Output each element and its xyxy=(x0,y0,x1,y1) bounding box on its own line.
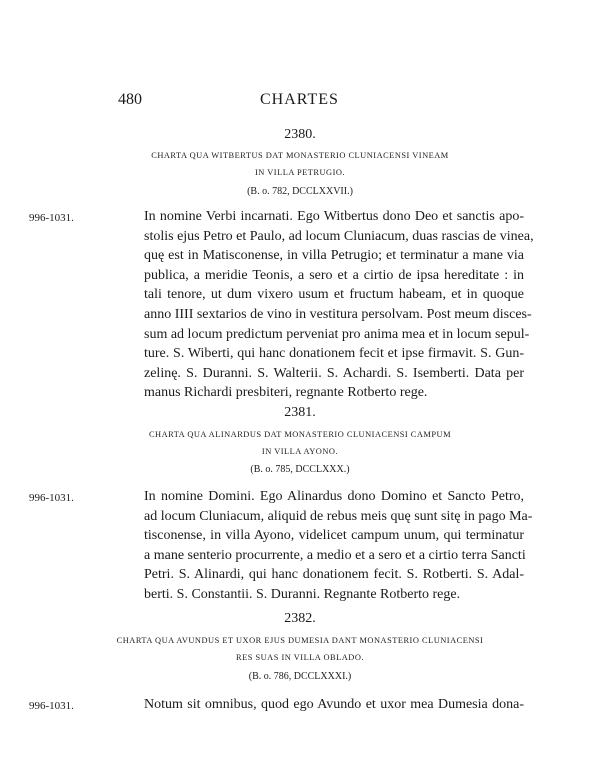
charter-number: 2380. xyxy=(284,127,316,142)
charter-title-line: CHARTA QUA WITBERTUS DAT MONASTERIO CLUNIACENSI VINEAM xyxy=(151,151,449,160)
text-line: ad locum Cluniacum, aliquid de rebus meis quę sunt sitę in pago Ma- xyxy=(144,508,533,524)
text-line: tisconense, in villa Ayono, videlicet campum unum, qui terminatur xyxy=(144,528,524,544)
text-line: a mane senterio procurrente, a medio et a sero et a cirtio terra Sancti xyxy=(144,547,526,563)
text-line: quę est in Matisconense, in villa Petrugio; et terminatur a mane via xyxy=(144,248,524,264)
charter-text xyxy=(144,487,533,605)
charter-text xyxy=(144,207,534,403)
charter-title-line: CHARTA QUA AVUNDUS ET UXOR EJUS DUMESIA DANT MONASTERIO CLUNIACENSI xyxy=(116,636,484,645)
running-head: CHARTES xyxy=(260,91,339,108)
text-line: manus Richardi presbiteri, regnante Rotberto rege. xyxy=(144,385,428,401)
text-line: ture. S. Wiberti, qui hanc donationem fecit et ipse firmavit. S. Gun- xyxy=(144,346,524,362)
charter-title xyxy=(0,147,600,181)
text-line: anno IIII sextarios de vino in vestitura persolvam. Post meum disces- xyxy=(144,306,532,322)
charter-reference: (B. o. 782, DCCLXXVII.) xyxy=(247,186,353,197)
charter-title xyxy=(0,426,600,460)
text-line: berti. S. Constantii. S. Duranni. Regnante Rotberto rege. xyxy=(144,586,461,602)
charter-title-line: RES SUAS IN VILLA OBLADO. xyxy=(236,653,364,662)
text-line: publica, a meridie Teonis, a sero et a cirtio de ipsa hereditate : in xyxy=(144,267,524,283)
charter-title-line: CHARTA QUA ALINARDUS DAT MONASTERIO CLUNIACENSI CAMPUM xyxy=(148,430,452,439)
charter-title-line: IN VILLA PETRUGIO. xyxy=(254,168,346,177)
text-line: In nomine Domini. Ego Alinardus dono Domino et Sancto Petro, xyxy=(144,489,524,504)
charter-number: 2381. xyxy=(284,405,316,420)
charter-date: 996-1031. xyxy=(29,700,74,712)
charter-date: 996-1031. xyxy=(29,492,74,504)
charter-reference: (B. o. 786, DCCLXXXI.) xyxy=(248,671,352,682)
charter-number: 2382. xyxy=(284,611,316,626)
charter-date: 996-1031. xyxy=(29,212,74,224)
charter-text xyxy=(144,695,524,715)
text-line: sum ad locum predictum perveniat pro anima mea et in locum sepul- xyxy=(144,326,530,342)
text-line: In nomine Verbi incarnati. Ego Witbertus dono Deo et sanctis apo- xyxy=(144,209,524,224)
charter-reference: (B. o. 785, DCCLXXX.) xyxy=(250,464,350,475)
text-line: stolis ejus Petro et Paulo, ad locum Cluniacum, duas rascias de vinea, xyxy=(144,228,534,244)
page-number: 480 xyxy=(118,91,142,108)
charter-title-line: IN VILLA AYONO. xyxy=(261,447,339,456)
text-line: Petri. S. Alinardi, qui hanc donationem fecit. S. Rotberti. S. Adal- xyxy=(144,567,524,583)
charter-title xyxy=(0,632,600,666)
text-line: tali tenore, ut dum vixero usum et fructum habeam, et in quoque xyxy=(144,287,524,303)
text-line: Notum sit omnibus, quod ego Avundo et uxor mea Dumesia dona- xyxy=(144,697,524,712)
text-line: zelinę. S. Duranni. S. Walterii. S. Achardi. S. Isemberti. Data per xyxy=(144,365,524,381)
